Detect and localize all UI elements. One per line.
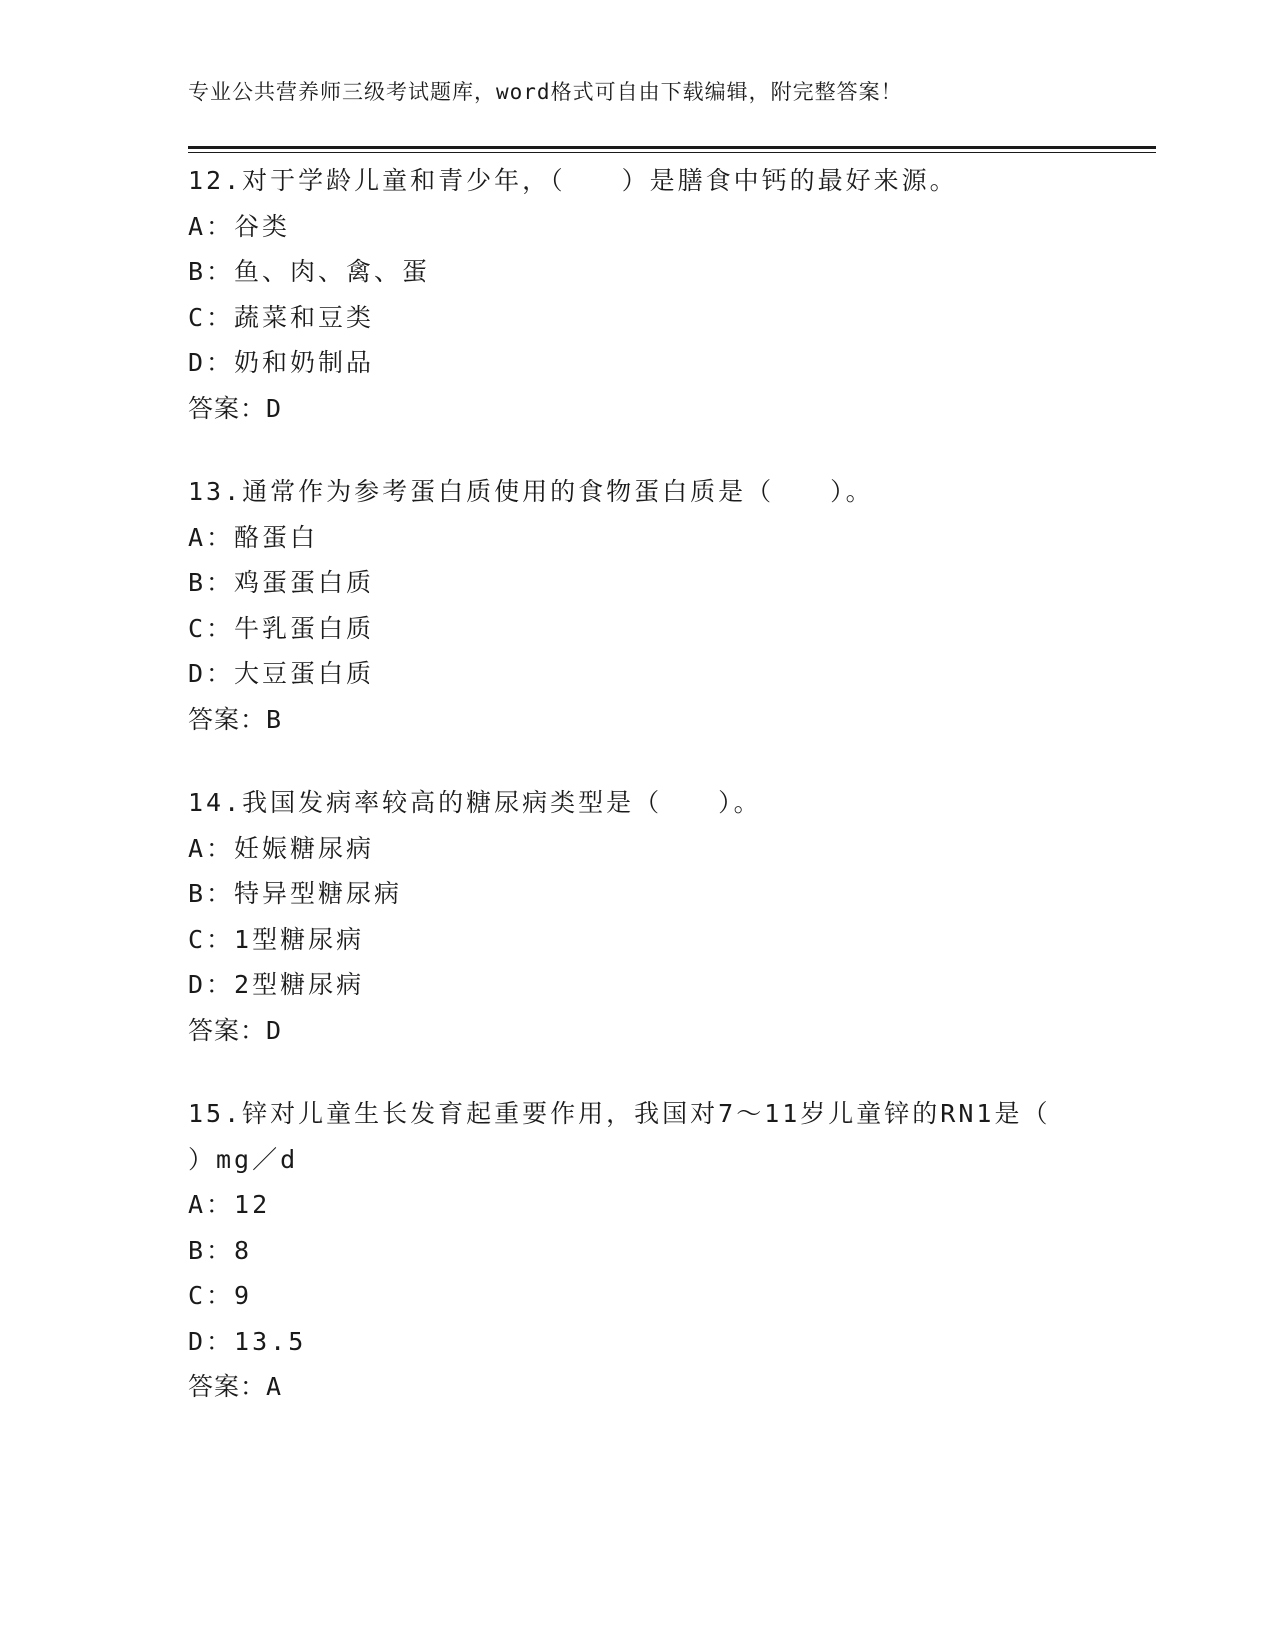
question-list [188, 158, 1088, 1448]
header-rule-thick [188, 146, 1156, 149]
option-a: A：谷类 [188, 211, 291, 241]
question-stem-continued: ）mg／d [188, 1144, 299, 1174]
answer-text: 答案：B [188, 704, 283, 734]
question-stem: 14.我国发病率较高的糖尿病类型是（ ）。 [188, 788, 762, 817]
option-d: D：13.5 [188, 1326, 307, 1356]
option-a: A：妊娠糖尿病 [188, 833, 375, 863]
question-14 [188, 780, 1088, 1053]
question-12 [188, 158, 1088, 431]
question-stem: 15.锌对儿童生长发育起重要作用，我国对7～11岁儿童锌的RN1是（ [188, 1099, 1051, 1128]
option-d: D：奶和奶制品 [188, 348, 375, 377]
option-b: B：8 [188, 1235, 253, 1265]
option-a: A：酪蛋白 [188, 522, 319, 552]
question-15 [188, 1091, 1088, 1410]
answer-text: 答案：D [188, 1015, 283, 1045]
option-d: D：大豆蛋白质 [188, 659, 375, 688]
option-b: B：鸡蛋蛋白质 [188, 568, 375, 597]
option-c: C：9 [188, 1281, 253, 1310]
question-stem: 12.对于学龄儿童和青少年，（ ）是膳食中钙的最好来源。 [188, 166, 958, 195]
answer-text: 答案：D [188, 393, 283, 423]
option-c: C：牛乳蛋白质 [188, 613, 375, 643]
option-c: C：1型糖尿病 [188, 924, 365, 954]
option-d: D：2型糖尿病 [188, 970, 365, 999]
page-header: 专业公共营养师三级考试题库，word格式可自由下载编辑，附完整答案！ [188, 80, 903, 104]
option-b: B：鱼、肉、禽、蛋 [188, 257, 431, 286]
option-a: A：12 [188, 1190, 271, 1219]
header-rule-thin [188, 152, 1156, 153]
question-13 [188, 469, 1088, 742]
question-stem: 13.通常作为参考蛋白质使用的食物蛋白质是（ ）。 [188, 477, 874, 506]
option-b: B：特异型糖尿病 [188, 879, 403, 908]
option-c: C：蔬菜和豆类 [188, 302, 375, 332]
answer-text: 答案：A [188, 1372, 283, 1401]
